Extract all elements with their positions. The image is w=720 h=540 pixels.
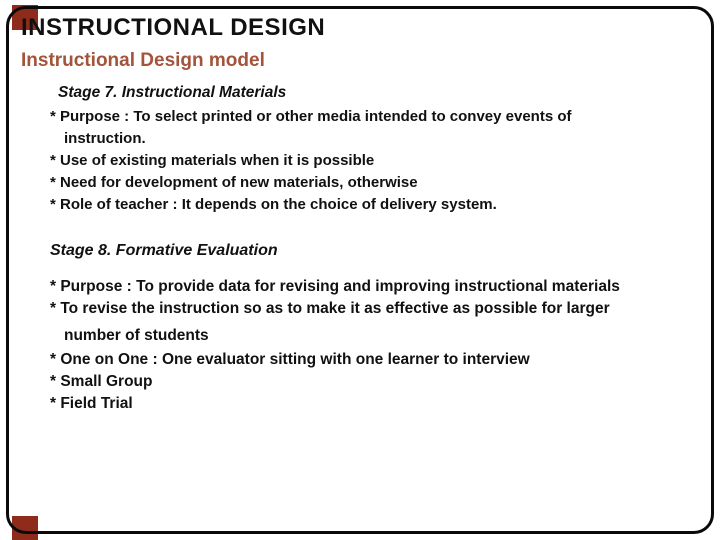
stage8-bullet-purpose: * Purpose : To provide data for revising and improving instructional materials [50, 278, 620, 295]
stage7-bullet-purpose: * Purpose : To select printed or other media intended to convey events of [50, 108, 572, 125]
stage8-heading: Stage 8. Formative Evaluation [50, 242, 278, 259]
stage8-bullet-field-trial: * Field Trial [50, 395, 133, 412]
stage7-bullet-existing-materials: * Use of existing materials when it is possible [50, 152, 375, 169]
stage7-section [44, 84, 694, 216]
stage7-heading: Stage 7. Instructional Materials [58, 84, 287, 101]
stage8-bullet-revise-cont: number of students [64, 327, 209, 344]
stage8-bullet-revise: * To revise the instruction so as to make it as effective as possible for larger [50, 300, 610, 317]
stage7-bullet-purpose-cont: instruction. [64, 130, 146, 147]
slide-subtitle: Instructional Design model [21, 50, 265, 71]
slide-body [44, 84, 694, 415]
stage8-bullet-small-group: * Small Group [50, 373, 153, 390]
stage8-bullet-one-on-one: * One on One : One evaluator sitting with one learner to interview [50, 351, 530, 368]
slide-title: INSTRUCTIONAL DESIGN [21, 14, 326, 41]
stage7-bullet-new-materials: * Need for development of new materials, otherwise [50, 174, 418, 191]
stage8-section [44, 242, 694, 415]
stage7-bullet-role-of-teacher: * Role of teacher : It depends on the choice of delivery system. [50, 196, 497, 213]
